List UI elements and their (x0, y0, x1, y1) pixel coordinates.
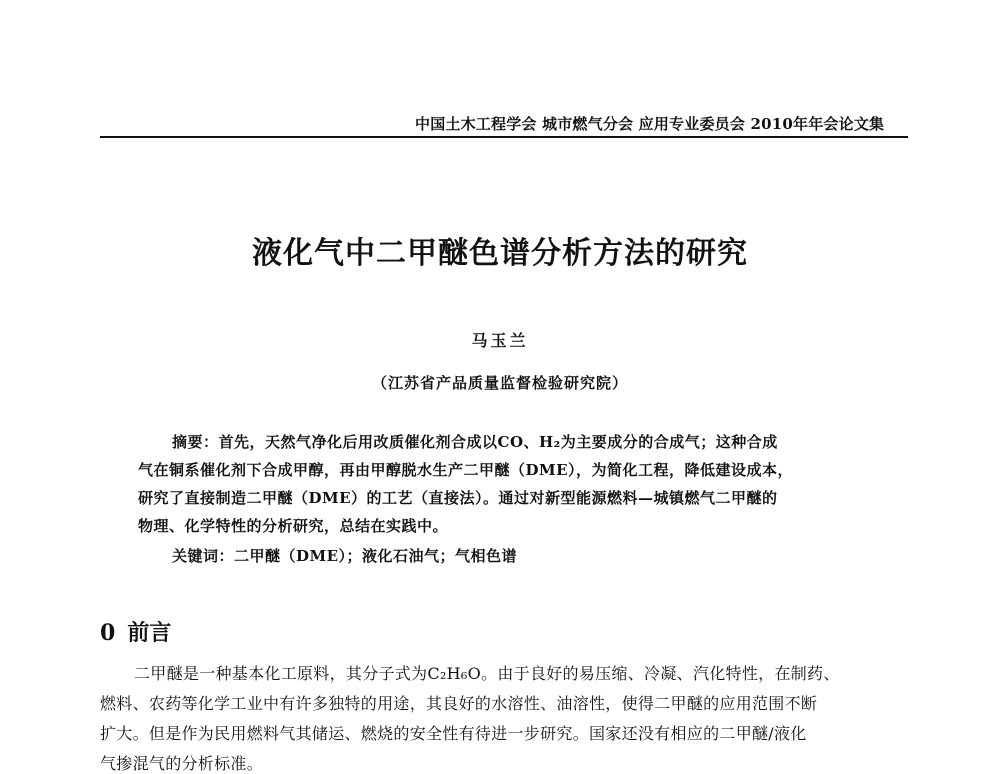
paper-title: 液化气中二甲醚色谱分析方法的研究 (252, 236, 748, 271)
author: 马玉兰 (471, 331, 529, 350)
running-header: 中国土木工程学会 城市燃气分会 应用专业委员会 2010年年会论文集 (415, 115, 885, 133)
abstract-line: 气在铜系催化剂下合成甲醇，再由甲醇脱水生产二甲醚（DME），为简化工程，降低建设成本， (138, 461, 794, 479)
keywords: 关键词：二甲醚（DME）；液化石油气；气相色谱 (172, 547, 518, 565)
header-rule (100, 136, 908, 138)
section-title: 前言 (127, 620, 172, 646)
body-line: 燃料、农药等化学工业中有许多独特的用途，其良好的水溶性、油溶性，使得二甲醚的应用范围不断 (100, 694, 818, 713)
section-number: 0 (100, 620, 116, 646)
affiliation: （江苏省产品质量监督检验研究院） (371, 374, 628, 392)
body-line: 气掺混气的分析标准。 (100, 754, 264, 773)
abstract-line: 摘要：首先，天然气净化后用改质催化剂合成以CO、H₂为主要成分的合成气；这种合成 (172, 433, 778, 451)
body-line: 二甲醚是一种基本化工原料，其分子式为C₂H₆O。由于良好的易压缩、冷凝、汽化特性，在制药、 (134, 664, 840, 683)
abstract-line: 物理、化学特性的分析研究，总结在实践中。 (138, 517, 449, 535)
abstract-line: 研究了直接制造二甲醚（DME）的工艺（直接法）。通过对新型能源燃料—城镇燃气二甲醚的 (138, 489, 778, 507)
body-line: 扩大。但是作为民用燃料气其储运、燃烧的安全性有待进一步研究。国家还没有相应的二甲醚/液化 (100, 724, 807, 743)
section-heading (100, 616, 171, 647)
